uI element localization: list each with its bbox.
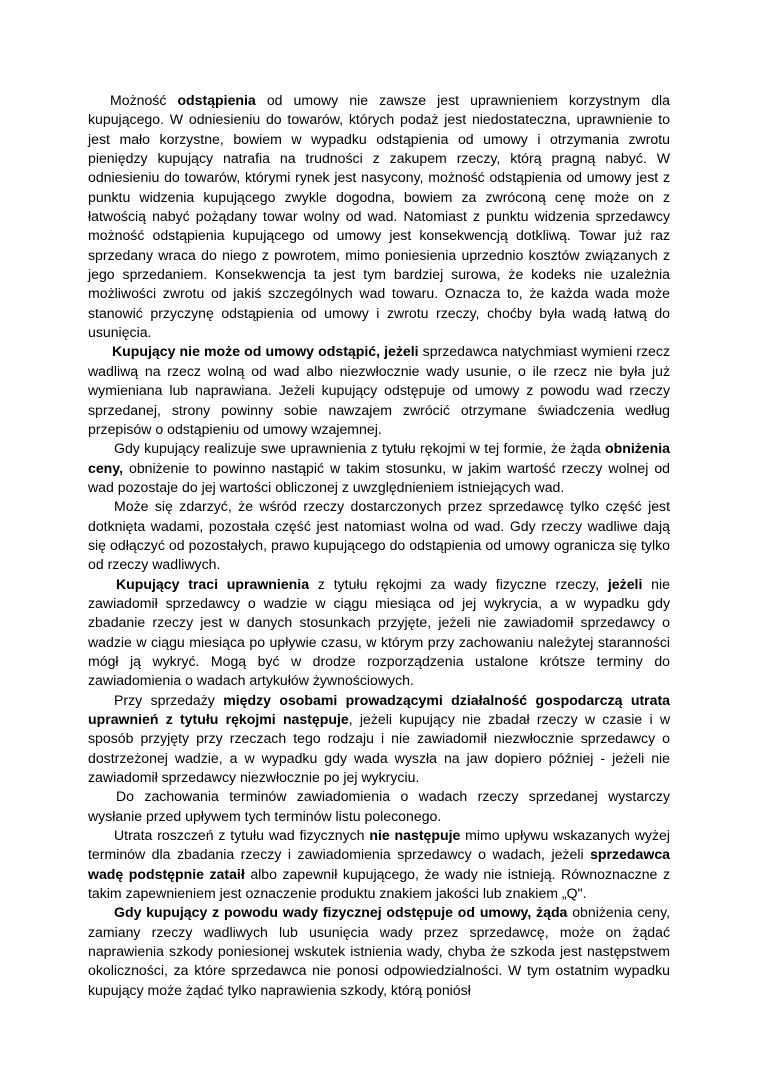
bold-text-run: Kupujący nie może od umowy odstąpić, jeżeli bbox=[112, 343, 419, 360]
text-run: nie zawiadomił sprzedawcy o wadzie w ciągu miesiąca od jej wykrycia, a w wypadku gdy zbadanie rzeczy jest w danych stosunkach przyjęte, jeżeli nie zawiadomił sprzedawcy o wadzie w ciągu miesiąca po upływie czasu, w którym przy zachowaniu należytej staranności mógł ją wykryć. Mogą być w drodze rozporządzenia ustalone krótsze terminy do zawiadomienia o wadach artykułów żywnościowych. bbox=[88, 575, 670, 689]
text-run: Utrata roszczeń z tytułu wad fizycznych bbox=[114, 827, 370, 844]
document-page bbox=[88, 91, 670, 1000]
bold-text-run: między osobami prowadzącymi działalność gospodarczą utrata uprawnień z tytułu rękojmi następuje bbox=[88, 691, 670, 727]
paragraph-2 bbox=[88, 342, 670, 439]
text-run: Do zachowania terminów zawiadomienia o wadach rzeczy sprzedanej wystarczy wysłanie przed upływem tych terminów listu poleconego. bbox=[88, 788, 670, 824]
paragraph-4 bbox=[88, 497, 670, 574]
paragraph-1 bbox=[88, 91, 670, 342]
bold-text-run: obniżenia ceny, bbox=[88, 440, 670, 476]
paragraph-9 bbox=[88, 903, 670, 1000]
bold-text-run: jeżeli bbox=[607, 575, 643, 592]
paragraph-6 bbox=[88, 691, 670, 788]
paragraph-7 bbox=[88, 787, 670, 826]
bold-text-run: sprzedawca wadę podstępnie zataił bbox=[88, 846, 670, 882]
text-run: Możność bbox=[110, 92, 178, 108]
bold-text-run: Kupujący traci uprawnienia bbox=[116, 575, 310, 592]
text-run: sprzedawca natychmiast wymieni rzecz wadliwą na rzecz wolną od wad albo niezwłocznie wady usunie, o ile rzecz nie była już wymieniana lub naprawiana. Jeżeli kupujący odstępuje od umowy z powodu wad rzeczy sprzedanej, strony powinny sobie nawzajem zwrócić otrzymane świadczenia według przepisów o odstąpieniu od umowy wzajemnej. bbox=[88, 343, 670, 437]
text-run: z tytułu rękojmi za wady fizyczne rzeczy, bbox=[309, 575, 608, 592]
text-run: Może się zdarzyć, że wśród rzeczy dostarczonych przez sprzedawcę tylko część jest dotknięta wadami, pozostała część jest natomiast wolna od wad. Gdy rzeczy wadliwe dają się odłączyć od pozostałych, prawo kupującego do odstąpienia od umowy ogranicza się tylko od rzeczy wadliwych. bbox=[88, 498, 670, 573]
text-run: obniżenia ceny, zamiany rzeczy wadliwych lub usunięcia wady przez sprzedawcę, może on żądać naprawienia szkody poniesionej wskutek istnienia wady, chyba że szkoda jest następstwem okoliczności, za które sprzedawca nie ponosi odpowiedzialności. W tym ostatnim wypadku kupujący może żądać tylko naprawienia szkody, którą poniósł bbox=[88, 904, 670, 998]
text-run: Przy sprzedaży bbox=[114, 691, 224, 708]
bold-text-run: odstąpienia bbox=[177, 92, 256, 108]
text-run: od umowy nie zawsze jest uprawnieniem korzystnym dla kupującego. W odniesieniu do towarów, których podaż jest niedostateczna, uprawnienie to jest mało korzystne, bowiem w wypadku odstąpienia od umowy i otrzymania zwrotu pieniędzy kupujący natrafia na trudności z zakupem rzeczy, którą pragną nabyć. W odniesieniu do towarów, którymi rynek jest nasycony, możność odstąpienia od umowy jest z punktu widzenia kupującego zwykle dogodna, bowiem za zwróconą cenę może on z łatwością nabyć pożądany towar wolny od wad. Natomiast z punktu widzenia sprzedawcy możność odstąpienia kupującego od umowy jest konsekwencją dotkliwą. Towar już raz sprzedany wraca do niego z powrotem, mimo poniesienia uprzednio kosztów związanych z jego sprzedaniem. Konsekwencja ta jest tym bardziej surowa, że kodeks nie uzależnia możliwości zwrotu od jakiś szczególnych wad towaru. Oznacza to, że każda wada może stanowić przyczynę odstąpienia od umowy i zwrotu rzeczy, choćby była wadą łatwą do usunięcia. bbox=[88, 92, 670, 341]
paragraph-3 bbox=[88, 439, 670, 497]
bold-text-run: Gdy kupujący z powodu wady fizycznej odstępuje od umowy, żąda bbox=[114, 904, 568, 921]
text-run: albo zapewnił kupującego, że wady nie istnieją. Równoznaczne z takim zapewnieniem jest oznaczenie produktu znakiem jakości lub znakiem „Q". bbox=[88, 865, 670, 902]
text-run: , jeżeli kupujący nie zbadał rzeczy w czasie i w sposób przyjęty przy rzeczach tego rodzaju i nie zawiadomił niezwłocznie sprzedawcy o dostrzeżonej wadzie, a w wypadku gdy wada wyszła na jaw dopiero później - jeżeli nie zawiadomił sprzedawcy niezwłocznie po jej wykryciu. bbox=[88, 711, 670, 786]
text-run: mimo upływu wskazanych wyżej terminów dla zbadania rzeczy i zawiadomienia sprzedawcy o wadach, jeżeli bbox=[88, 827, 670, 863]
paragraph-5 bbox=[88, 575, 670, 691]
text-run: Gdy kupujący realizuje swe uprawnienia z tytułu rękojmi w tej formie, że żąda bbox=[114, 440, 605, 457]
paragraph-8 bbox=[88, 826, 670, 903]
text-run: obniżenie to powinno nastąpić w takim stosunku, w jakim wartość rzeczy wolnej od wad pozostaje do jej wartości obliczonej z uwzględnieniem istniejących wad. bbox=[88, 459, 670, 495]
bold-text-run: nie następuje bbox=[369, 827, 461, 844]
